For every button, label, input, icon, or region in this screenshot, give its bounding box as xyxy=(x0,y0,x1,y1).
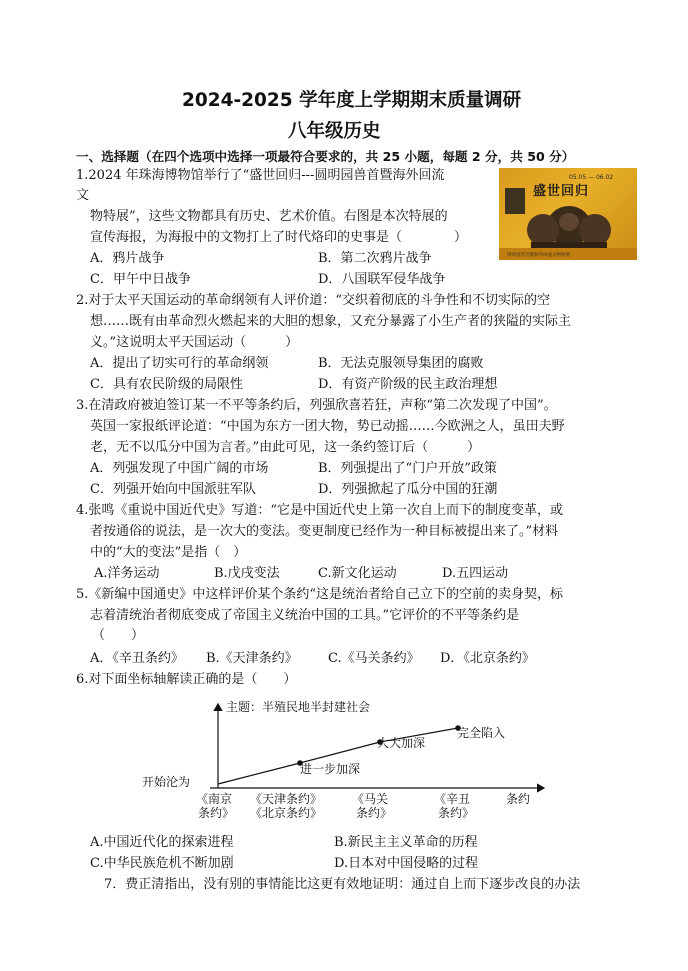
q2-option-c: C．具有农民阶级的局限性 xyxy=(90,377,243,392)
tick-nanjing-1: 《南京 xyxy=(196,792,233,806)
q4-line-2: 者按通俗的说法，是一次大的变法。变更制度已经作为一种目标被提出来了。”材料 xyxy=(90,524,559,539)
q1-line-2: 文 xyxy=(76,188,90,203)
q6-option-a: A.中国近代化的探索进程 xyxy=(90,835,234,850)
q3-option-a: A．列强发现了中国广阔的市场 xyxy=(90,461,269,476)
q5-option-c: C.《马关条约》 xyxy=(328,651,420,666)
q5-line-3: （ ） xyxy=(92,628,145,643)
q6-option-d: D.日本对中国侵略的过程 xyxy=(334,856,479,871)
q1-line-1: 1.2024 年珠海博物馆举行了“盛世回归---圆明园兽首暨海外回流 xyxy=(76,168,445,183)
diagram-theme-label: 主题：半殖民地半封建社会 xyxy=(226,700,371,714)
diagram-label-deepen: 进一步加深 xyxy=(300,762,361,776)
section-heading: 一、选择题（在四个选项中选择一项最符合要求的，共 25 小题，每题 2 分，共 50 分） xyxy=(76,149,575,164)
q3-line-3: 老，无不以瓜分中国为言者。”由此可见，这一条约签订后（ ） xyxy=(90,440,481,455)
q1-option-a: A．鸦片战争 xyxy=(90,251,165,266)
q3-option-c: C．列强开始向中国派驻军队 xyxy=(90,482,256,497)
q2-option-d: D．有资产阶级的民主政治理想 xyxy=(318,377,498,392)
diagram-start-label: 开始沦为 xyxy=(142,775,191,789)
q5-option-b: B.《天津条约》 xyxy=(206,651,298,666)
q2-line-3: 义。”这说明太平天国运动（ ） xyxy=(90,335,299,350)
q1-line-3: 物特展”，这些文物都具有历史、艺术价值。右图是本次特展的 xyxy=(90,209,448,224)
q4-option-b: B.戊戌变法 xyxy=(214,566,280,581)
q1-option-d: D．八国联军侵华战争 xyxy=(318,272,446,287)
q6-option-c: C.中华民族危机不断加剧 xyxy=(90,856,234,871)
tick-tianjin: 《天津条约》 xyxy=(250,792,323,806)
q3-option-d: D．列强掀起了瓜分中国的狂潮 xyxy=(318,482,498,497)
q3-line-1: 3.在清政府被迫签订某一不平等条约后，列强欣喜若狂，声称“第二次发现了中国”。 xyxy=(76,398,557,413)
tick-maguan-1: 《马关 xyxy=(352,792,389,806)
q4-option-d: D.五四运动 xyxy=(442,566,509,581)
q2-option-b: B．无法克服领导集团的腐败 xyxy=(318,356,484,371)
q4-line-1: 4.张鸣《重说中国近代史》写道：“它是中国近代史上第一次自上而下的制度变革，或 xyxy=(76,503,564,518)
q2-line-1: 2.对于太平天国运动的革命纲领有人评价道：“交织着彻底的斗争性和不切实际的空 xyxy=(76,293,551,308)
q4-option-c: C.新文化运动 xyxy=(318,566,397,581)
poster-title: 盛世回归 xyxy=(533,184,590,199)
q7-line-1: 7．费正清指出，没有别的事情能比这更有效地证明：通过自上而下逐步改良的办法 xyxy=(104,877,581,892)
q1-option-c: C．甲午中日战争 xyxy=(90,272,191,287)
diagram-label-complete: 完全陷入 xyxy=(457,726,506,740)
poster-caption: 圆明园兽首暨海外回流文物特展 xyxy=(507,253,570,258)
q4-line-3: 中的“大的变法”是指（ ） xyxy=(90,545,247,560)
diagram-x-label: 条约 xyxy=(506,792,531,806)
tick-xinchou-1: 《辛丑 xyxy=(434,792,471,806)
q6-option-b: B.新民主主义革命的历程 xyxy=(334,835,478,850)
q5-line-2: 志着清统治者彻底变成了帝国主义统治中国的工具。”它评价的不平等条约是 xyxy=(90,608,520,623)
q1-option-b: B．第二次鸦片战争 xyxy=(318,251,432,266)
q5-option-a: A．《辛丑条约》 xyxy=(90,651,184,666)
q2-option-a: A．提出了切实可行的革命纲领 xyxy=(90,356,269,371)
q5-option-d: D．《北京条约》 xyxy=(440,651,535,666)
exhibition-poster-image xyxy=(499,168,637,260)
q2-line-2: 想……既有由革命烈火燃起来的大胆的想象，又充分暴露了小生产者的狭隘的实际主 xyxy=(90,314,572,329)
q4-option-a: A.洋务运动 xyxy=(94,566,160,581)
tick-beijing: 《北京条约》 xyxy=(250,806,323,820)
q5-line-1: 5.《新编中国通史》中这样评价某个条约“这是统治者给自己立下的空前的卖身契，标 xyxy=(76,587,564,602)
exam-title: 2024-2025 学年度上学期期末质量调研 xyxy=(182,90,522,111)
exam-subtitle: 八年级历史 xyxy=(288,121,381,142)
poster-date: 05.05 — 06.02 xyxy=(569,174,614,181)
diagram-label-greatly: 大大加深 xyxy=(377,736,426,750)
tick-xinchou-2: 条约》 xyxy=(438,806,475,820)
q3-line-2: 英国一家报纸评论道：“中国为东方一团大物，势已动摇……今欧洲之人，虽田夫野 xyxy=(90,419,565,434)
q3-option-b: B．列强提出了“门户开放”政策 xyxy=(318,461,497,476)
q1-line-4: 宣传海报，为海报中的文物打上了时代烙印的史事是（ ） xyxy=(90,230,468,245)
q6-line-1: 6.对下面坐标轴解读正确的是（ ） xyxy=(76,672,297,687)
tick-nanjing-2: 条约》 xyxy=(198,806,235,820)
tick-maguan-2: 条约》 xyxy=(356,806,393,820)
